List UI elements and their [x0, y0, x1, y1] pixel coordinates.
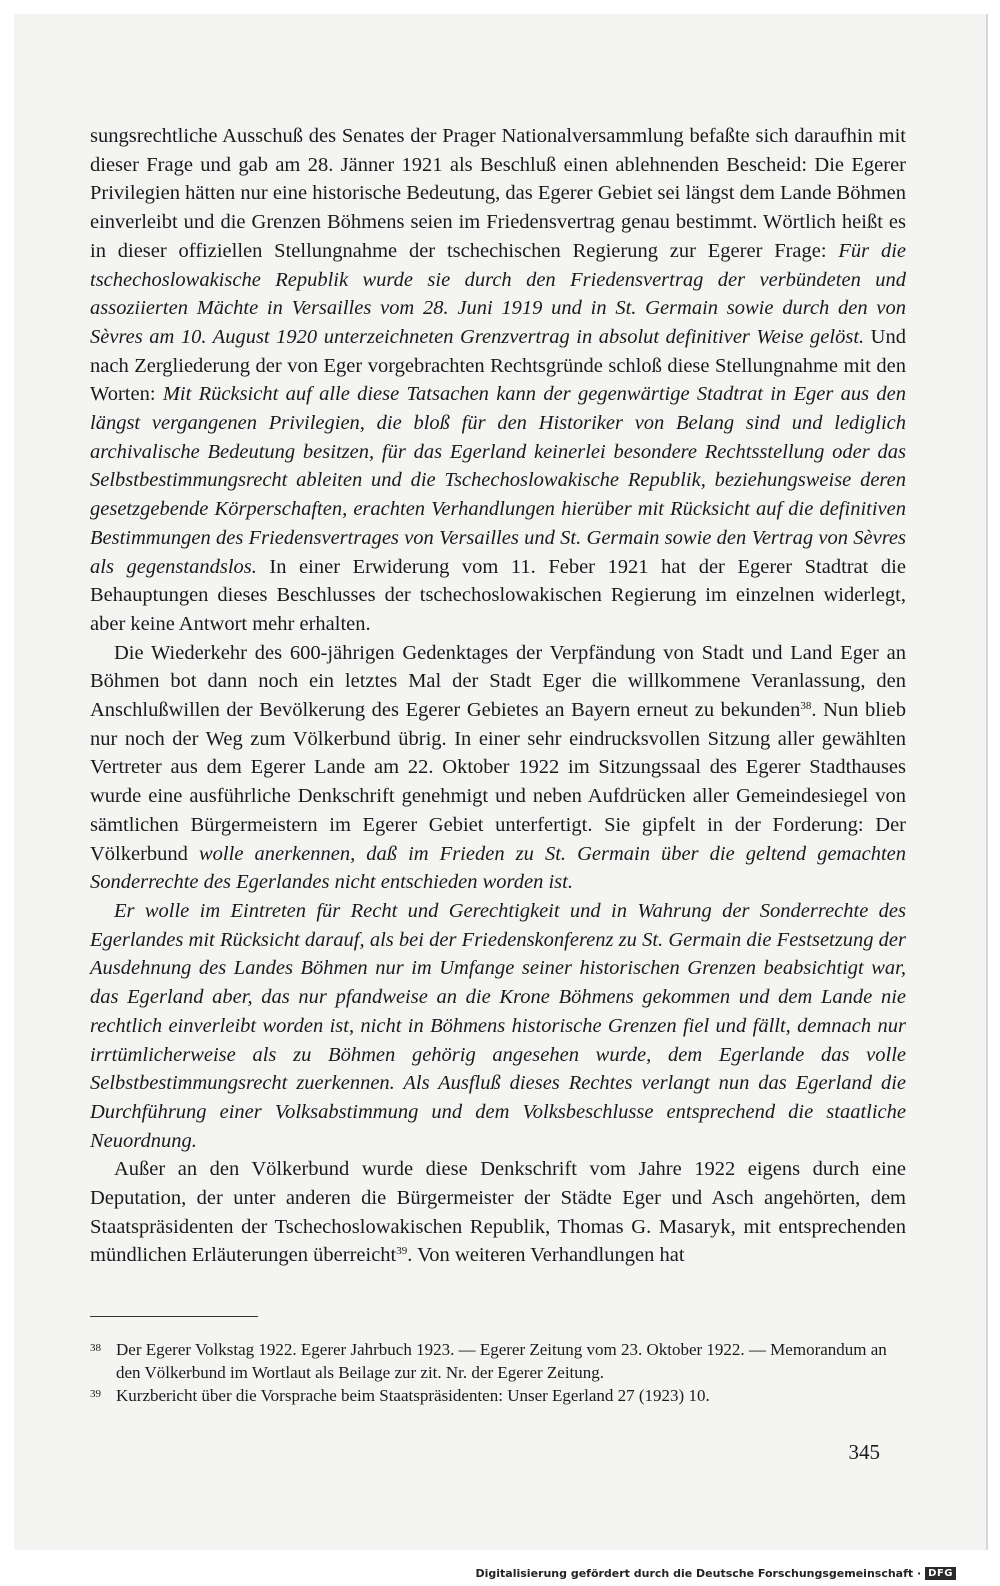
body-text: [90, 122, 906, 1270]
italic-run: Für die tschechoslowakische Republik wurde sie durch den Friedensvertrag der verbündeten und assoziierten Mächte in Versailles vom 28. Juni 1919 und in St. Germain sowie durch den von Sèvres am 10. August 1920 unterzeichneten Grenzvertrag in absolut definitiver Weise gelöst.: [90, 239, 906, 348]
scanned-page: [14, 14, 988, 1550]
footnote-text: Kurzbericht über die Vorsprache beim Staatspräsidenten: Unser Egerland 27 (1923) 10.: [116, 1386, 710, 1405]
footnote-number: 39: [90, 1388, 101, 1400]
footnote-reference: 38: [800, 700, 812, 713]
digitization-credit: [475, 1567, 956, 1580]
footnote-number: 38: [90, 1342, 101, 1354]
italic-run: Er wolle im Eintreten für Recht und Gerechtigkeit und in Wahrung der Sonderrechte des Egerlandes mit Rücksicht darauf, als bei der Friedenskonferenz zu St. Germain die Festsetzung der Ausdehnung des Landes Böhmen nur im Umfange seiner historischen Grenzen beabsichtigt war, das Egerland aber, das nur pfandweise an die Krone Böhmens gekommen und dem Lande nie rechtlich einverleibt worden ist, nicht in Böhmens historische Grenzen fiel und fällt, demnach nur irrtümlicherweise als zu Böhmen gehörig angesehen wurde, dem Egerlande das volle Selbstbestimmungsrecht zuerkennen. Als Ausfluß dieses Rechtes verlangt nun das Egerland die Durchführung einer Volksabstimmung und dem Volksbeschlusse entsprechend die staatliche Neuordnung.: [90, 899, 906, 1152]
paragraph-3-quotation: [90, 897, 906, 1155]
text-run: Die Wiederkehr des 600-jährigen Gedenktages der Verpfändung von Stadt und Land Eger an Böhmen bot dann noch ein letztes Mal der Stadt Eger die willkommene Veranlassung, den Anschlußwillen der Bevölkerung des Egerer Gebietes an Bayern erneut zu bekunden: [90, 641, 906, 722]
dfg-logo: DFG: [925, 1567, 956, 1580]
text-run: In einer Erwiderung vom 11. Feber 1921 hat der Egerer Stadtrat die Behauptungen dieses Beschlusses der tschechoslowakischen Regierung im einzelnen widerlegt, aber keine Antwort mehr erhalten.: [90, 555, 906, 635]
text-run: sungsrechtliche Ausschuß des Senates der Prager Nationalversammlung befaßte sich daraufhin mit dieser Frage und gab am 28. Jänner 1921 als Beschluß einen ablehnenden Bescheid: Die Egerer Privilegien hätten nur eine historische Bedeutung, das Egerer Gebiet sei längst dem Lande Böhmen einverleibt und die Grenzen Böhmens seien im Friedensvertrag genau bestimmt. Wörtlich heißt es in dieser offiziellen Stellungnahme der tschechischen Regierung zur Egerer Frage:: [90, 125, 906, 262]
text-run: Außer an den Völkerbund wurde diese Denkschrift vom Jahre 1922 eigens durch eine Deputation, der unter anderen die Bürgermeister der Städte Eger und Asch angehörten, dem Staatspräsidenten der Tschechoslowakischen Republik, Thomas G. Masaryk, mit entsprechenden mündlichen Erläuterungen überreicht: [90, 1158, 906, 1267]
credit-text: Digitalisierung gefördert durch die Deutsche Forschungsgemeinschaft ·: [475, 1567, 922, 1580]
paragraph-4: [90, 1155, 906, 1270]
paragraph-2: [90, 639, 906, 897]
footnote-reference: 39: [396, 1245, 408, 1258]
footnote-38: [90, 1338, 906, 1384]
footnote-text: Der Egerer Volkstag 1922. Egerer Jahrbuch 1923. — Egerer Zeitung vom 23. Oktober 1922. — Memorandum an den Völkerbund im Wortlaut als Beilage zur zit. Nr. der Egerer Zeitung.: [116, 1340, 887, 1382]
footnote-39: [90, 1384, 906, 1407]
text-run: . Von weiteren Verhandlungen hat: [407, 1244, 685, 1267]
text-run: . Nun blieb nur noch der Weg zum Völkerbund übrig. In einer sehr eindrucksvollen Sitzung aller gewählten Vertreter aus dem Egerer Lande am 22. Oktober 1922 im Sitzungssaal des Egerer Stadthauses wurde eine ausführliche Denkschrift genehmigt und neben Aufdrücken aller Gemeindesiegel von sämtlichen Bürgermeistern im Egerer Gebiet unterfertigt. Sie gipfelt in der Forderung: Der Völkerbund: [90, 699, 906, 865]
text-run: Und nach Zergliederung der von Eger vorgebrachten Rechtsgründe schloß diese Stellungnahme mit den Worten:: [90, 325, 906, 406]
page-number: 345: [848, 1440, 880, 1464]
paragraph-1: [90, 122, 906, 639]
footnotes: [90, 1338, 906, 1407]
italic-run: Mit Rücksicht auf alle diese Tatsachen kann der gegenwärtige Stadtrat in Eger aus den längst vergangenen Privilegien, die bloß für den Historiker von Belang sind und lediglich archivalische Bedeutung besitzen, für das Egerland keinerlei besondere Rechtsstellung oder das Selbstbestimmungsrecht ableiten und die Tschechoslowakische Republik, beziehungsweise deren gesetzgebende Körperschaften, erachten Verhandlungen hierüber mit Rücksicht auf die definitiven Bestimmungen des Friedensvertrages von Versailles und St. Germain sowie den Vertrag von Sèvres als gegenstandslos.: [90, 383, 906, 578]
footnote-divider: [90, 1316, 258, 1317]
italic-run: wolle anerkennen, daß im Frieden zu St. Germain über die geltend gemachten Sonderrechte des Egerlandes nicht entschieden worden ist.: [90, 842, 906, 894]
